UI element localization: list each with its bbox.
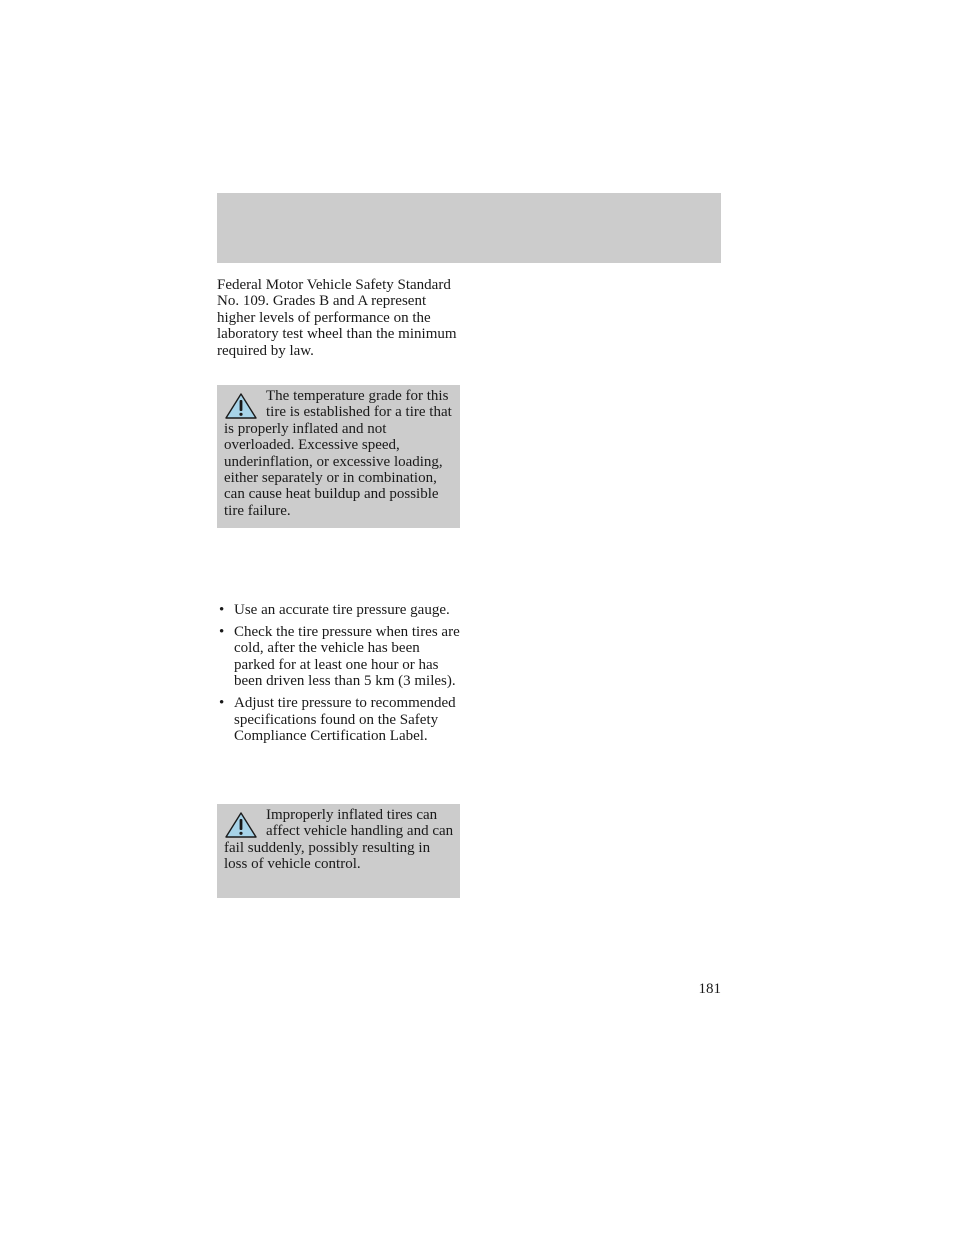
warning-text: The temperature grade for this tire is established for a tire that is properly inflated and not overloaded. Excessive speed, underinflation, or excessive loading, either separately or in combination, can cause heat buildup and possible tire failure. (224, 388, 452, 519)
list-item (217, 624, 460, 690)
warning-box-inflation (217, 804, 460, 898)
warning-text: Improperly inflated tires can affect vehicle handling and can fail suddenly, possibly resulting in loss of vehicle control. (224, 807, 454, 873)
page-number: 181 (698, 981, 721, 997)
warning-triangle-icon (224, 811, 258, 839)
warning-triangle-icon (224, 392, 258, 420)
intro-section (217, 277, 460, 359)
list-item-text: Check the tire pressure when tires are cold, after the vehicle has been parked for at least one hour or has been driven less than 5 km (3 miles). (234, 624, 460, 690)
bullet-dot: • (219, 624, 225, 640)
bullet-dot: • (219, 602, 225, 618)
bullet-dot: • (219, 695, 225, 712)
section-header-bar (217, 193, 721, 263)
warning-box-temperature (217, 385, 460, 528)
tire-pressure-tips-list (217, 602, 460, 750)
list-item-text: Adjust tire pressure to recommended specifications found on the Safety Compliance Certification Label. (234, 695, 456, 745)
list-item-text: Use an accurate tire pressure gauge. (234, 602, 450, 618)
intro-paragraph: Federal Motor Vehicle Safety Standard No. 109. Grades B and A represent higher levels of performance on the laboratory test wheel than the minimum required by law. (217, 277, 457, 359)
list-item (217, 602, 460, 618)
list-item (217, 695, 460, 744)
